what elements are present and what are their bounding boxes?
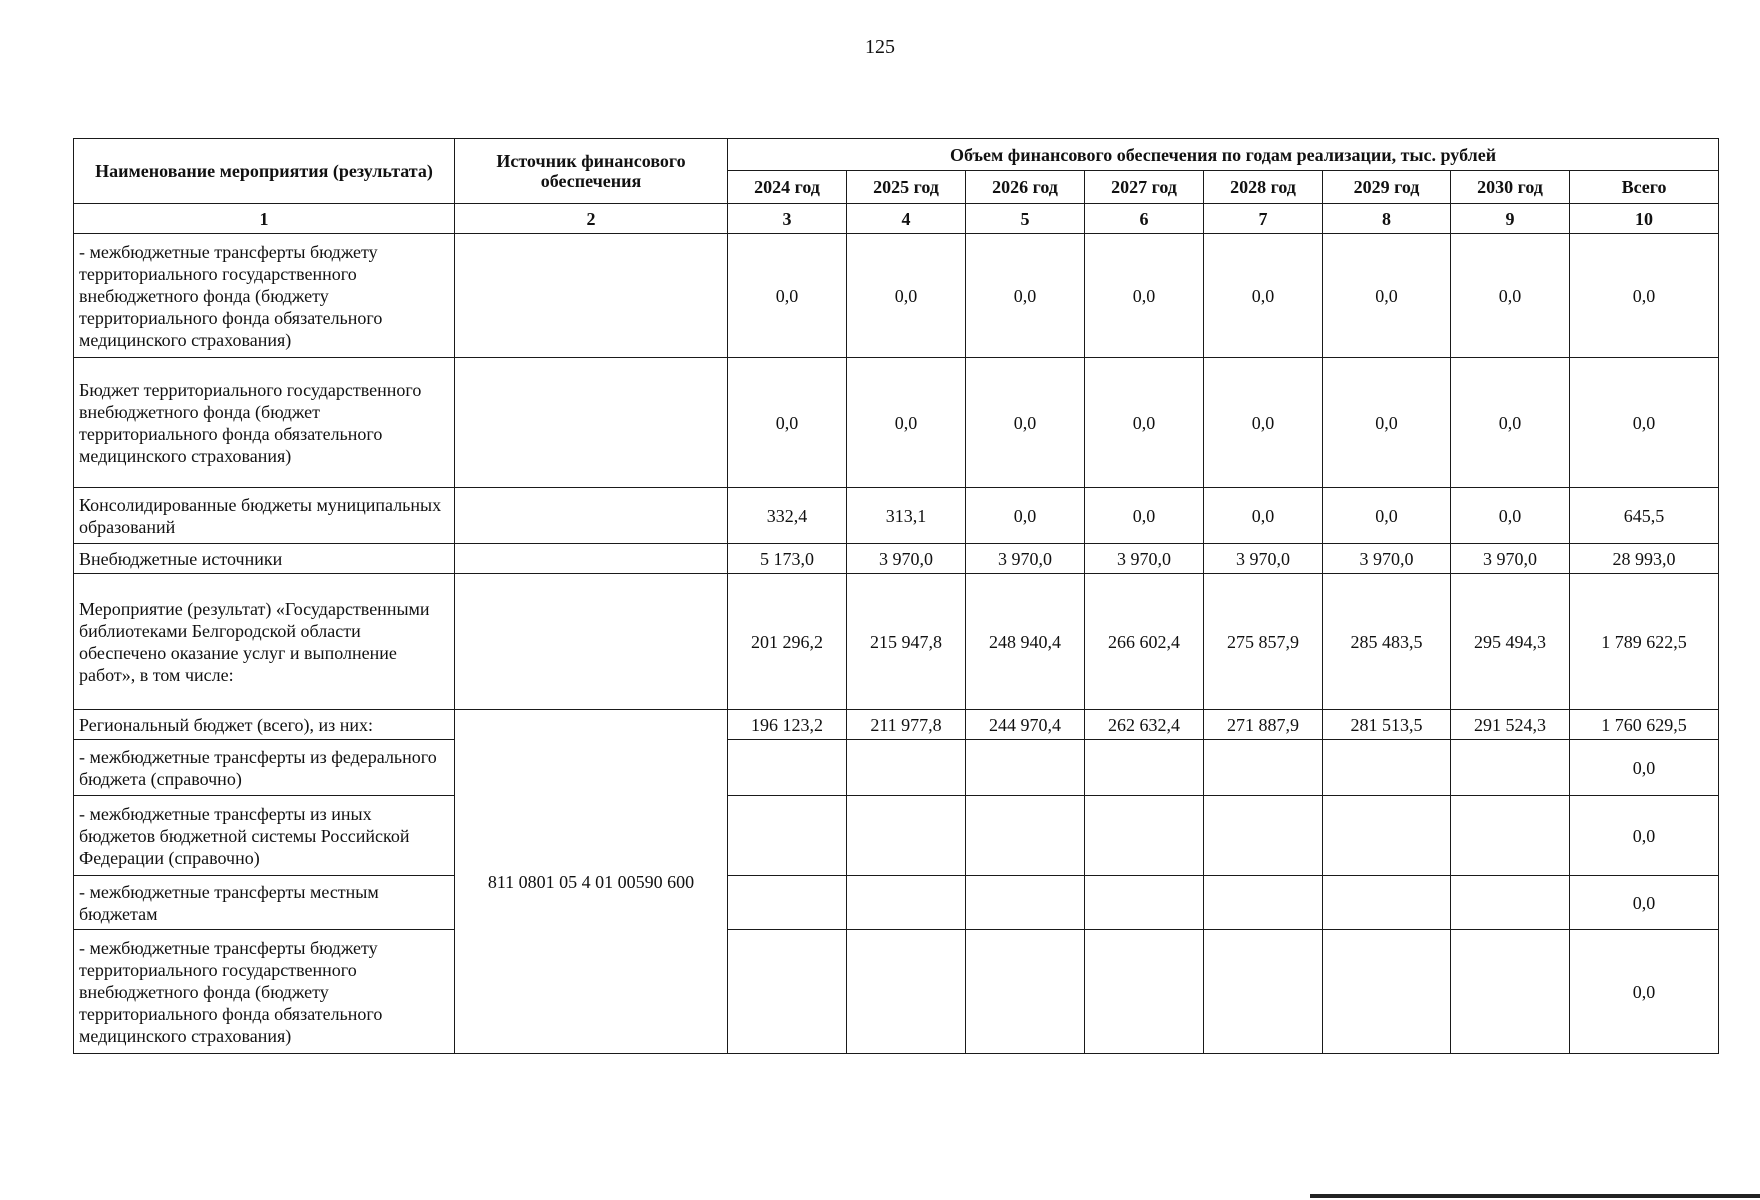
value-cell: 3 970,0	[1204, 544, 1323, 574]
header-year: 2029 год	[1323, 171, 1451, 204]
table-row	[74, 544, 1719, 574]
value-cell: 196 123,2	[728, 710, 847, 740]
value-cell	[966, 796, 1085, 876]
row-name: - межбюджетные трансферты местным бюджетам	[74, 876, 455, 930]
value-cell: 0,0	[1204, 358, 1323, 488]
value-cell	[1323, 876, 1451, 930]
row-name: - межбюджетные трансферты бюджету территориального государственного внебюджетного фонда (бюджету территориального фонда обязательного медицинского страхования)	[74, 234, 455, 358]
table-row	[74, 574, 1719, 710]
value-cell	[1323, 740, 1451, 796]
column-number: 9	[1451, 204, 1570, 234]
value-cell: 0,0	[847, 358, 966, 488]
row-source	[455, 358, 728, 488]
value-cell: 0,0	[1323, 488, 1451, 544]
row-source	[455, 544, 728, 574]
header-year: 2024 год	[728, 171, 847, 204]
column-number: 10	[1570, 204, 1719, 234]
value-cell	[1323, 930, 1451, 1054]
value-cell	[728, 876, 847, 930]
row-source	[455, 234, 728, 358]
value-cell: 0,0	[1451, 488, 1570, 544]
value-cell: 0,0	[1085, 488, 1204, 544]
value-cell: 313,1	[847, 488, 966, 544]
total-cell: 0,0	[1570, 796, 1719, 876]
table-row	[74, 930, 1719, 1054]
total-cell: 0,0	[1570, 930, 1719, 1054]
page-number: 125	[865, 36, 895, 58]
value-cell	[966, 930, 1085, 1054]
column-number: 6	[1085, 204, 1204, 234]
value-cell: 0,0	[728, 358, 847, 488]
header-year: 2025 год	[847, 171, 966, 204]
total-cell: 1 789 622,5	[1570, 574, 1719, 710]
row-name: Бюджет территориального государственного внебюджетного фонда (бюджет территориального фонда обязательного медицинского страхования)	[74, 358, 455, 488]
table-row	[74, 234, 1719, 358]
table-row	[74, 710, 1719, 740]
value-cell: 0,0	[1085, 234, 1204, 358]
column-number: 2	[455, 204, 728, 234]
value-cell: 0,0	[966, 488, 1085, 544]
total-cell: 0,0	[1570, 740, 1719, 796]
value-cell: 0,0	[1204, 488, 1323, 544]
column-number: 1	[74, 204, 455, 234]
value-cell	[728, 740, 847, 796]
value-cell	[1204, 740, 1323, 796]
row-name: - межбюджетные трансферты из иных бюджетов бюджетной системы Российской Федерации (справочно)	[74, 796, 455, 876]
value-cell: 3 970,0	[1451, 544, 1570, 574]
row-name: Внебюджетные источники	[74, 544, 455, 574]
value-cell: 0,0	[966, 358, 1085, 488]
header-year: 2030 год	[1451, 171, 1570, 204]
value-cell: 0,0	[1204, 234, 1323, 358]
value-cell: 0,0	[1451, 234, 1570, 358]
table-row	[74, 796, 1719, 876]
value-cell	[1204, 930, 1323, 1054]
total-cell: 0,0	[1570, 234, 1719, 358]
header-name: Наименование мероприятия (результата)	[74, 139, 455, 204]
row-source	[455, 574, 728, 710]
value-cell: 5 173,0	[728, 544, 847, 574]
value-cell: 211 977,8	[847, 710, 966, 740]
financing-table	[73, 138, 1719, 1054]
value-cell	[966, 876, 1085, 930]
value-cell: 0,0	[1323, 234, 1451, 358]
value-cell	[847, 876, 966, 930]
value-cell	[1451, 740, 1570, 796]
value-cell	[1085, 740, 1204, 796]
value-cell	[1085, 796, 1204, 876]
value-cell: 281 513,5	[1323, 710, 1451, 740]
table-row	[74, 488, 1719, 544]
value-cell	[728, 930, 847, 1054]
value-cell	[966, 740, 1085, 796]
value-cell	[1204, 876, 1323, 930]
value-cell: 275 857,9	[1204, 574, 1323, 710]
column-number: 4	[847, 204, 966, 234]
column-number: 7	[1204, 204, 1323, 234]
header-volume: Объем финансового обеспечения по годам реализации, тыс. рублей	[728, 139, 1719, 171]
header-row-1	[74, 139, 1719, 171]
value-cell: 295 494,3	[1451, 574, 1570, 710]
total-cell: 0,0	[1570, 358, 1719, 488]
header-year: 2028 год	[1204, 171, 1323, 204]
value-cell: 3 970,0	[1085, 544, 1204, 574]
value-cell	[728, 796, 847, 876]
value-cell: 291 524,3	[1451, 710, 1570, 740]
row-name: - межбюджетные трансферты бюджету территориального государственного внебюджетного фонда (бюджету территориального фонда обязательного медицинского страхования)	[74, 930, 455, 1054]
merged-source-code: 811 0801 05 4 01 00590 600	[455, 710, 728, 1054]
total-cell: 28 993,0	[1570, 544, 1719, 574]
value-cell: 3 970,0	[847, 544, 966, 574]
column-number: 3	[728, 204, 847, 234]
value-cell	[1323, 796, 1451, 876]
value-cell: 0,0	[1085, 358, 1204, 488]
value-cell	[1204, 796, 1323, 876]
row-name: - межбюджетные трансферты из федерального бюджета (справочно)	[74, 740, 455, 796]
value-cell	[847, 930, 966, 1054]
column-number: 8	[1323, 204, 1451, 234]
header-year: 2026 год	[966, 171, 1085, 204]
row-name: Консолидированные бюджеты муниципальных образований	[74, 488, 455, 544]
value-cell: 271 887,9	[1204, 710, 1323, 740]
header-year: 2027 год	[1085, 171, 1204, 204]
value-cell	[1085, 876, 1204, 930]
column-number: 5	[966, 204, 1085, 234]
column-number-row	[74, 204, 1719, 234]
value-cell: 332,4	[728, 488, 847, 544]
value-cell: 0,0	[847, 234, 966, 358]
total-cell: 1 760 629,5	[1570, 710, 1719, 740]
value-cell	[1451, 796, 1570, 876]
value-cell: 262 632,4	[1085, 710, 1204, 740]
value-cell: 248 940,4	[966, 574, 1085, 710]
value-cell: 201 296,2	[728, 574, 847, 710]
scan-edge-line	[1310, 1194, 1760, 1198]
row-source	[455, 488, 728, 544]
value-cell	[1085, 930, 1204, 1054]
value-cell: 0,0	[1323, 358, 1451, 488]
header-total: Всего	[1570, 171, 1719, 204]
value-cell	[1451, 930, 1570, 1054]
value-cell: 0,0	[728, 234, 847, 358]
value-cell: 3 970,0	[966, 544, 1085, 574]
table-row	[74, 358, 1719, 488]
value-cell: 244 970,4	[966, 710, 1085, 740]
row-name: Мероприятие (результат) «Государственными библиотеками Белгородской области обеспечено оказание услуг и выполнение работ», в том числе:	[74, 574, 455, 710]
total-cell: 645,5	[1570, 488, 1719, 544]
value-cell	[847, 796, 966, 876]
row-name: Региональный бюджет (всего), из них:	[74, 710, 455, 740]
value-cell: 0,0	[966, 234, 1085, 358]
total-cell: 0,0	[1570, 876, 1719, 930]
table-row	[74, 876, 1719, 930]
value-cell: 3 970,0	[1323, 544, 1451, 574]
value-cell: 285 483,5	[1323, 574, 1451, 710]
table-row	[74, 740, 1719, 796]
value-cell	[847, 740, 966, 796]
value-cell: 215 947,8	[847, 574, 966, 710]
value-cell: 0,0	[1451, 358, 1570, 488]
header-source: Источник финансового обеспечения	[455, 139, 728, 204]
value-cell: 266 602,4	[1085, 574, 1204, 710]
value-cell	[1451, 876, 1570, 930]
